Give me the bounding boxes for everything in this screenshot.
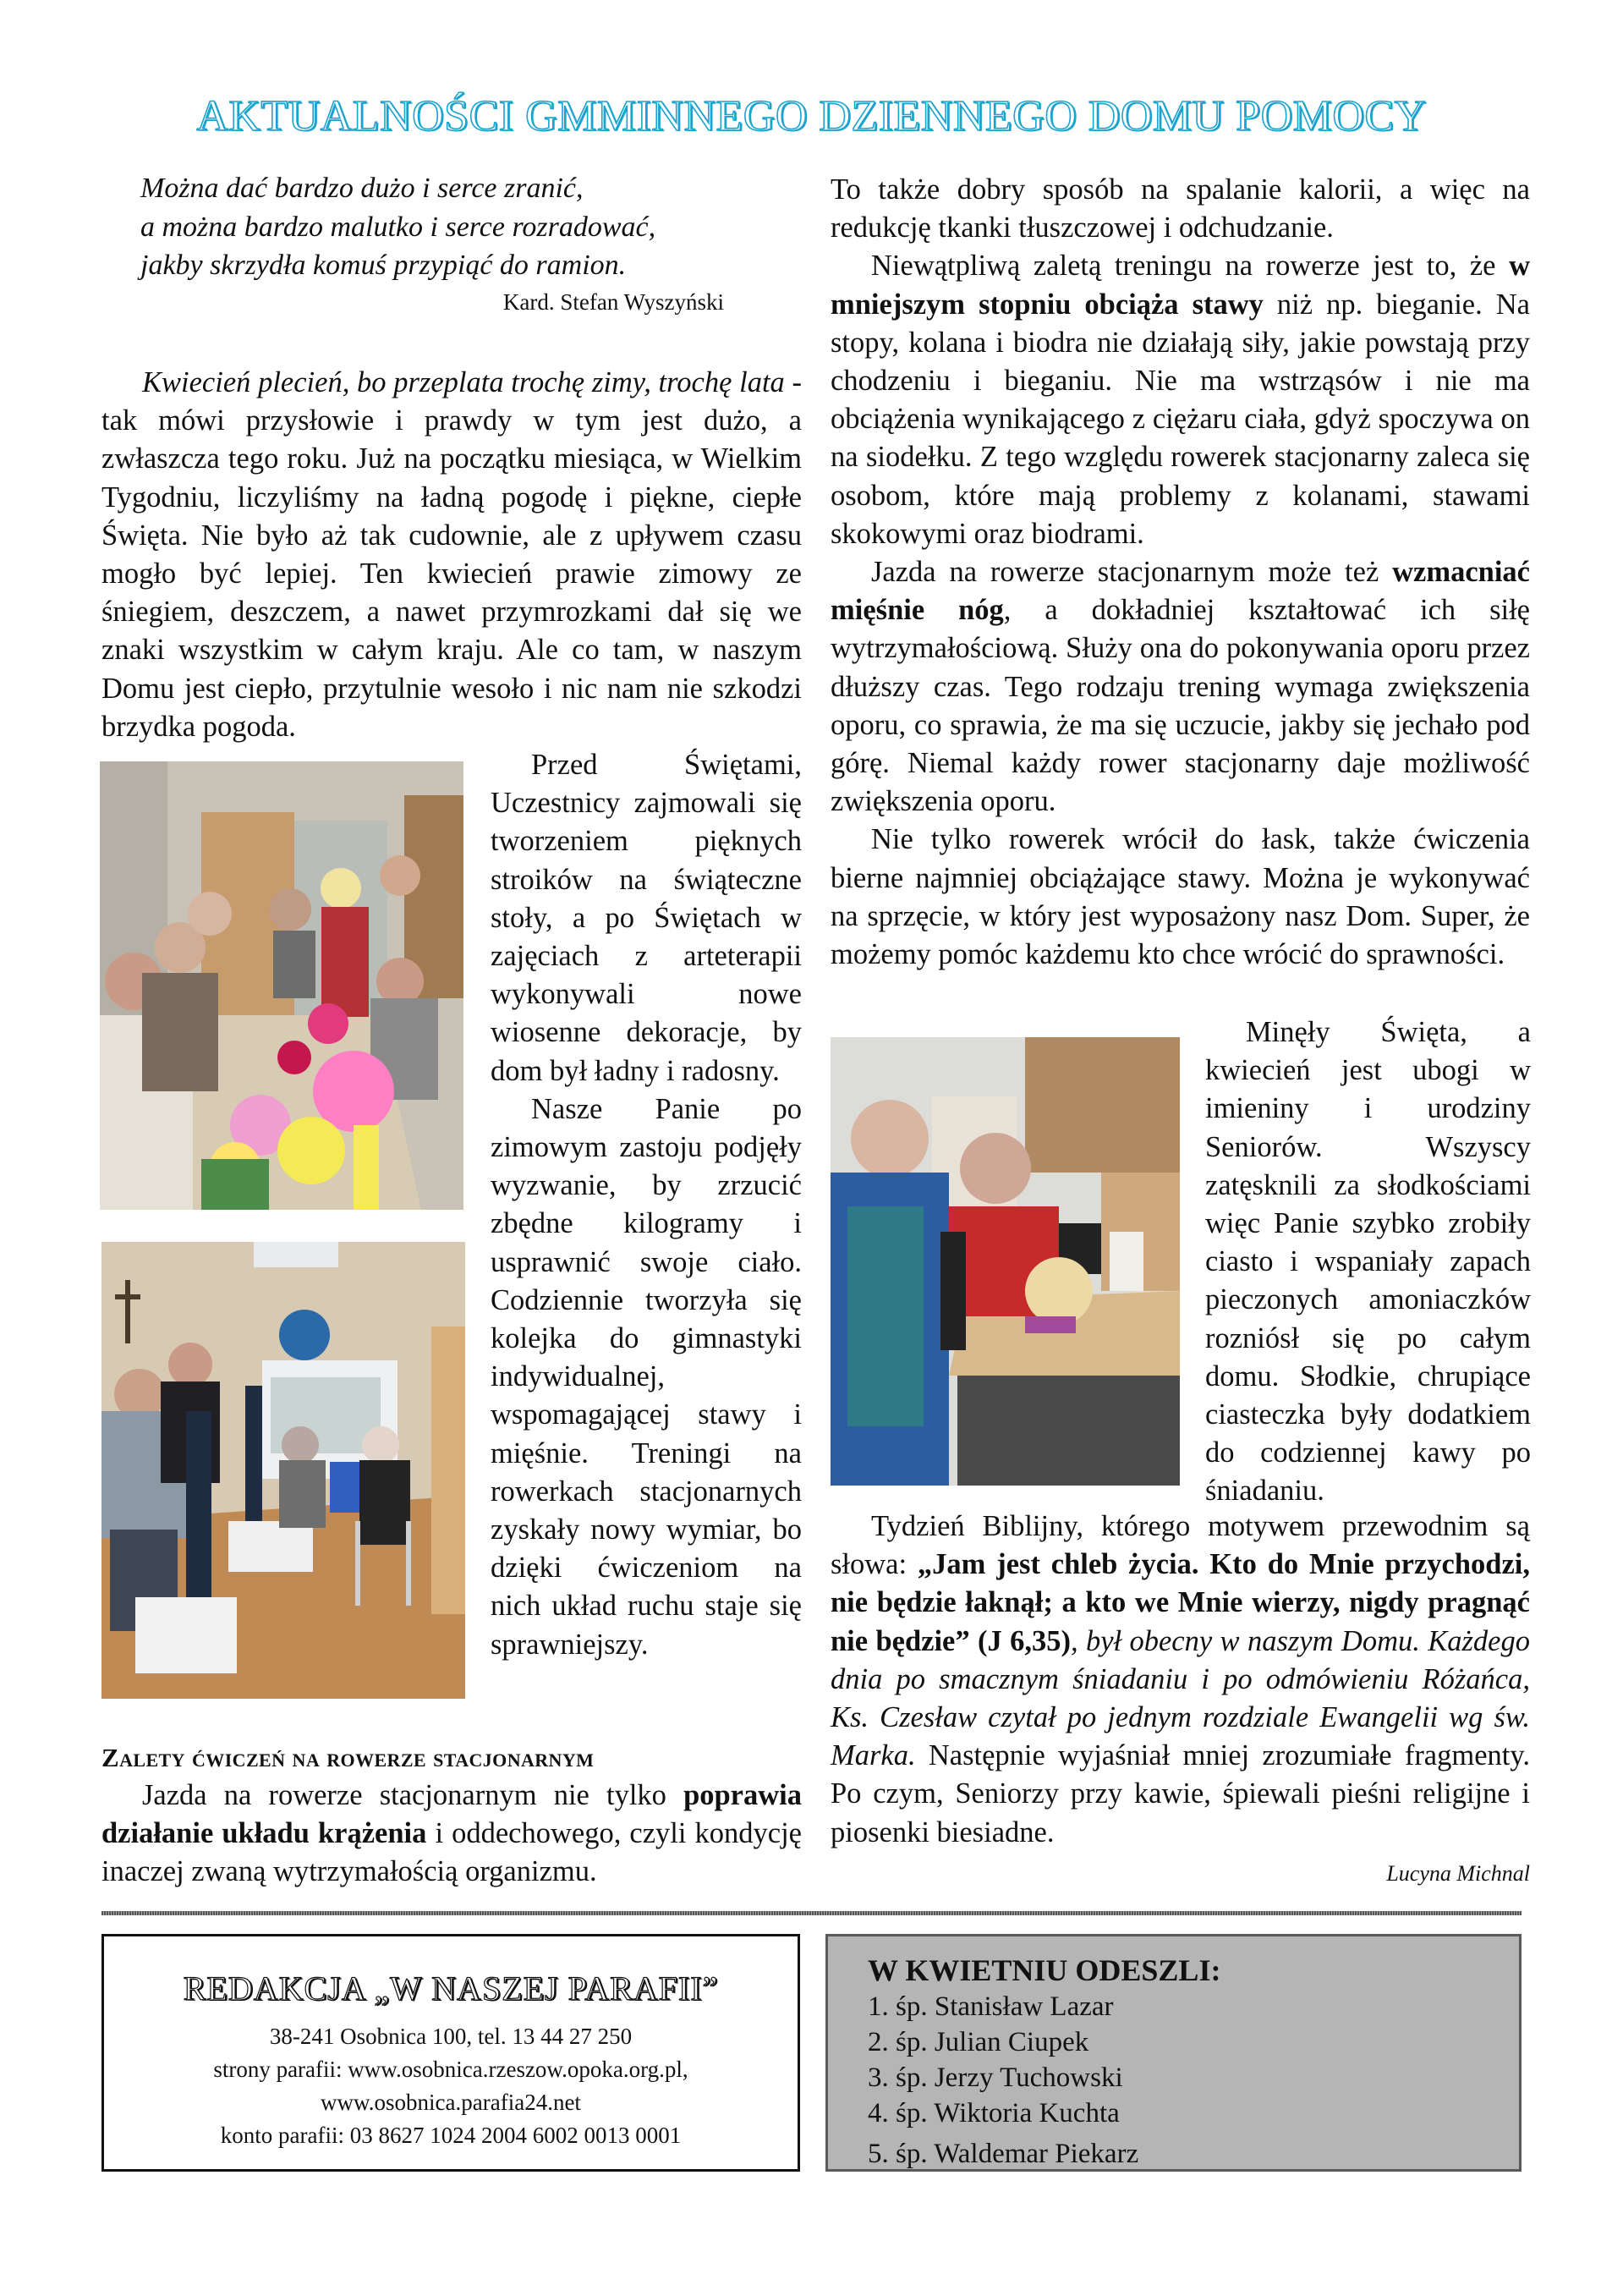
obituary-title: W KWIETNIU ODESZLI: [868, 1953, 1221, 1987]
paragraph [831, 247, 1530, 553]
obituary-item: 2. śp. Julian Ciupek [868, 2027, 1089, 2057]
text: i oddechowego, czyli kondycję inaczej zwaną wytrzymałością organizmu. [101, 1817, 802, 1888]
text: Tydzień Biblijny, którego motywem przewodnim są słowa: [831, 1510, 1530, 1581]
text: , a dokładniej kształtować ich siłę wytrzymałościową. Służy ona do pokonywania oporu przez dłuższy czas. Tego rodzaju trening wymaga zwiększenia oporu, co sprawia, że ma się uczucie, jakby się jechało pod górę. Niemal każdy rower stacjonarny daje możliwość zwiększenia oporu. [831, 594, 1530, 818]
left-wrap-text [491, 746, 802, 1664]
obituary-item: 3. śp. Jerzy Tuchowski [868, 2063, 1123, 2093]
motto-author: Kard. Stefan Wyszyński [502, 288, 724, 315]
editorial-account: konto parafii: 03 8627 1024 2004 6002 0013 0001 [220, 2123, 682, 2148]
right-column-text [831, 171, 1530, 974]
page-title: AKTUALNOŚCI GMMINNEGO DZIENNEGO DOMU POMOCY [196, 92, 1427, 140]
baking-photo [831, 1037, 1180, 1486]
craft-workshop-photo [100, 761, 463, 1210]
intro-paragraph [101, 364, 802, 746]
motto-line: jakby skrzydła komuś przypiąć do ramion. [140, 250, 627, 281]
paragraph: Przed Świętami, Uczestnicy zajmowali się tworzeniem pięknych stroików na świąteczne stoły, a po Świętach w zajęciach z arteterapii wykonywali nowe wiosenne dekoracje, by dom był ładny i radosny. [491, 749, 802, 1087]
obituary-item: 1. śp. Stanisław Lazar [868, 1991, 1114, 2022]
section-heading: Zalety ćwiczeń na rowerze stacjonarnym [101, 1743, 595, 1772]
paragraph [831, 1508, 1530, 1852]
bold-text: poprawia działanie układu krążenia [101, 1779, 802, 1850]
editorial-website: www.osobnica.parafia24.net [321, 2090, 581, 2115]
obituary-item: 4. śp. Wiktoria Kuchta [868, 2098, 1120, 2128]
intro-text: - tak mówi przysłowie i prawdy w tym jest dużo, a zwłaszcza tego roku. Już na początku miesiąca, w Wielkim Tygodniu, liczyliśmy na ładną pogodę i piękne, ciepłe Święta. Nie było aż tak cudownie, ale z upływem czasu mogło być lepiej. Ten kwiecień prawie zimowy ze śniegiem, deszczem, a nawet przymrozkami dał się we znaki wszystkim w całym kraju. Ale co tam, w naszym Domu jest ciepło, przytulnie wesoło i nic nam nie szkodzi brzydka pogoda. [101, 366, 802, 743]
editorial-address: 38-241 Osobnica 100, tel. 13 44 27 250 [269, 2024, 633, 2049]
editorial-website: strony parafii: www.osobnica.rzeszow.opoka.org.pl, [213, 2057, 688, 2082]
motto-quote [140, 169, 732, 319]
paragraph [831, 553, 1530, 821]
italic-text: , był obecny w naszym Domu. Każdego dnia po smacznym śniadaniu i po odmówieniu Różańca, Ks. Czesław czytał po jednym rozdziale Ewangelii wg św. Marka. [831, 1624, 1530, 1772]
paragraph: Nie tylko rowerek wrócił do łask, także ćwiczenia bierne najmniej obciążające stawy. Można je wykonywać na sprzęcie, w który jest wyposażony nasz Dom. Super, że możemy pomóc każdemu kto chce wrócić do sprawności. [831, 823, 1530, 971]
intro-paragraph-block [101, 364, 802, 746]
exercise-bikes-photo [101, 1242, 465, 1699]
text: niż np. bieganie. Na stopy, kolana i biodra nie działają siły, jakie powstają przy chodzeniu i bieganiu. Nie ma wstrząsów i nie ma obciążenia wynikającego z ciężaru ciała, gdyż spoczywa on na siodełku. Z tego względu rowerek stacjonarny zaleca się osobom, które mają problemy z kolanami, stawami skokowymi oraz biodrami. [831, 288, 1530, 550]
paragraph [101, 1777, 802, 1892]
paragraph: To także dobry sposób na spalanie kalorii, a więc na redukcję tkanki tłuszczowej i odchudzanie. [831, 173, 1530, 244]
editorial-title: REDAKCJA „W NASZEJ PARAFII” [183, 1969, 719, 2008]
bold-quote: „Jam jest chleb życia. Kto do Mnie przychodzi, nie będzie łaknął; a kto we Mnie wierzy, nigdy pragnąć nie będzie” (J 6,35) [831, 1548, 1530, 1657]
bold-text: wzmacniać mięśnie nóg [831, 556, 1530, 627]
obituary-box [825, 1934, 1522, 2172]
bike-benefits-paragraph-block [101, 1777, 802, 1892]
bold-text: w mniejszym stopniu obciąża stawy [831, 250, 1530, 321]
paragraph: Nasze Panie po zimowym zastoju podjęły wyzwanie, by zrzucić zbędne kilogramy i usprawnić swoje ciało. Codziennie tworzyła się kolejka do gimnastyki indywidualnej, wspomagającej stawy i mięśnie. Treningi na rowerkach stacjonarnych zyskały nowy wymiar, bo dzięki ćwiczeniom na nich układ ruchu staje się sprawniejszy. [491, 1092, 802, 1661]
author-signature: Lucyna Michnal [1386, 1861, 1530, 1886]
bible-week-paragraph-block [831, 1508, 1530, 1852]
text: Następnie wyjaśniał mniej zrozumiałe fragmenty. Po czym, Seniorzy przy kawie, śpiewali pieśni religijne i piosenki biesiadne. [831, 1739, 1530, 1848]
editorial-box [101, 1934, 800, 2172]
motto-line: a można bardzo malutko i serce rozradować, [140, 211, 656, 243]
divider-rule [101, 1911, 1522, 1915]
motto-line: Można dać bardzo dużo i serce zranić, [140, 173, 584, 204]
text: Jazda na rowerze stacjonarnym może też [871, 556, 1393, 589]
paragraph: Minęły Święta, a kwiecień jest ubogi w imieniny i urodziny Seniorów. Wszyscy zatęsknili za słodkościami więc Panie szybko zrobiły ciasto i wspaniały zapach pieczonych amoniaczków rozniósł się po całym domu. Słodkie, chrupiące ciasteczka były dodatkiem do codziennej kawy po śniadaniu. [1205, 1016, 1531, 1508]
obituary-item: 5. śp. Waldemar Piekarz [868, 2139, 1139, 2169]
baking-image [831, 1037, 1180, 1486]
text: Jazda na rowerze stacjonarnym nie tylko [142, 1779, 684, 1811]
right-wrap-text [1205, 1013, 1531, 1511]
proverb-text: Kwiecień plecień, bo przeplata trochę zimy, trochę lata [142, 366, 785, 398]
text: Niewątpliwą zaletą treningu na rowerze jest to, że [871, 250, 1510, 283]
exercise-bikes-image [101, 1242, 465, 1699]
craft-workshop-image [100, 761, 463, 1210]
